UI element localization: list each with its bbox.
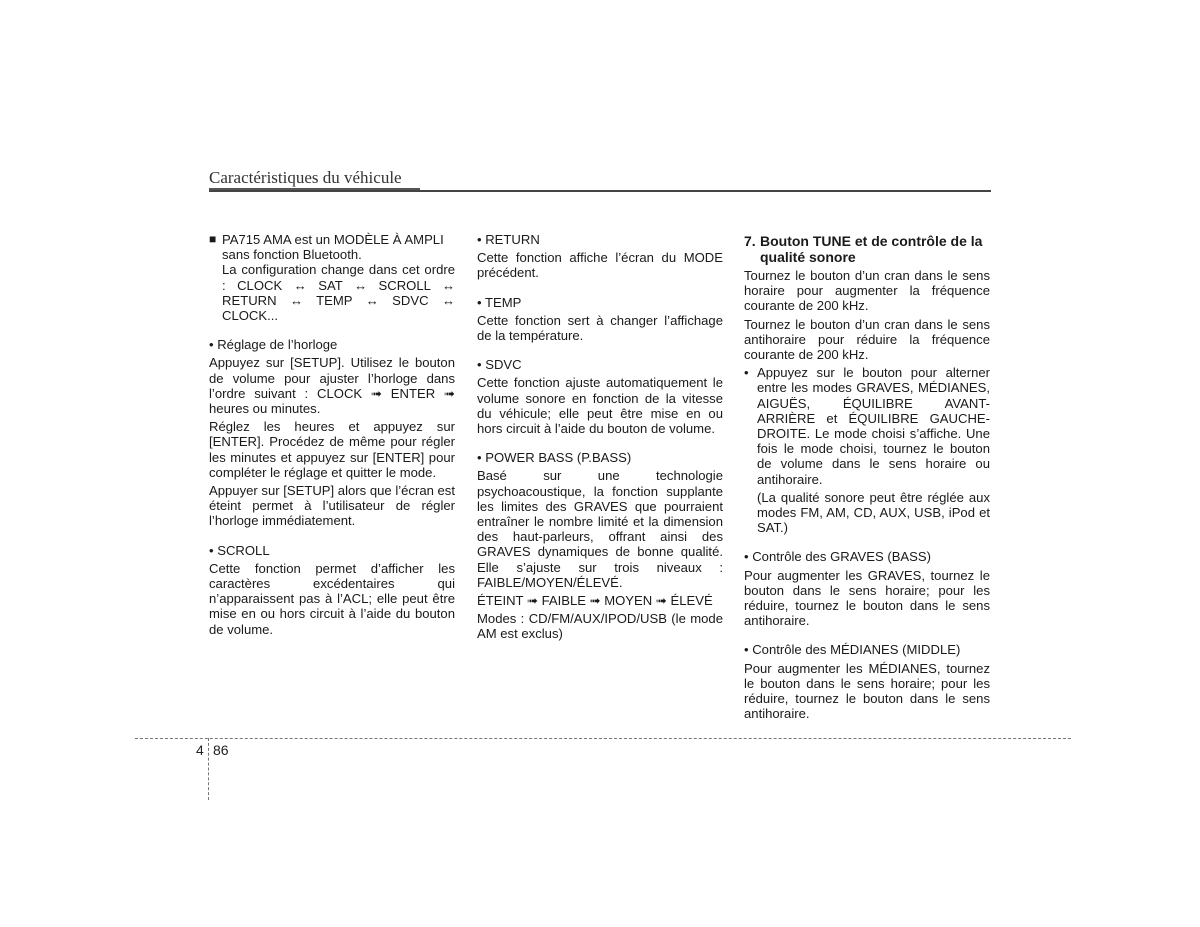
scroll-heading: • SCROLL: [209, 542, 270, 558]
power-bass-paragraph-1: Basé sur une technologie psychoacoustique, la fonction supplante les limites des GRAVES que pourraient entraîner le nombre limité et la dimension des haut-parleurs, offrant ainsi des GRAVES dynamiques de bonne qualité. Elle s’ajuste sur trois niveaux : FAIBLE/MOYEN/ÉLEVÉ.: [477, 468, 723, 590]
tune-paragraph-2: Tournez le bouton d’un cran dans le sens antihoraire pour réduire la fréquence courante de 200 kHz.: [744, 316, 990, 363]
temp-heading: • TEMP: [477, 294, 522, 310]
mode-bullet-note: (La qualité sonore peut être réglée aux modes FM, AM, CD, AUX, USB, iPod et SAT.): [757, 489, 990, 536]
return-heading: • RETURN: [477, 232, 540, 247]
bass-paragraph: Pour augmenter les GRAVES, tournez le bouton dans le sens horaire; pour les réduire, tournez le bouton dans le sens antihoraire.: [744, 567, 990, 629]
model-note: [209, 232, 455, 262]
mode-bullet-text: Appuyez sur le bouton pour alterner entre les modes GRAVES, MÉDIANES, AIGUËS, ÉQUILIBRE AVANT-ARRIÈRE et ÉQUILIBRE GAUCHE-DROITE. Le mode choisi s’affiche. Une fois le mode choisi, tournez le bouton de volume dans le sens horaire ou antihoraire.: [757, 365, 990, 487]
column-1: [209, 232, 455, 640]
clock-paragraph-2: Réglez les heures et appuyez sur [ENTER]. Procédez de même pour régler les minutes et appuyez sur [ENTER] pour compléter le réglage et quitter le mode.: [209, 419, 455, 480]
sdvc-paragraph: Cette fonction ajuste automatiquement le volume sonore en fonction de la vitesse du véhicule; elle peut être mise en ou hors circuit à l’aide du bouton de volume.: [477, 375, 723, 437]
bullet-dot: •: [744, 365, 749, 381]
model-note-text: PA715 AMA est un MODÈLE À AMPLI sans fonction Bluetooth.: [222, 232, 444, 263]
page-number: 86: [213, 742, 229, 758]
column-2: [477, 232, 723, 645]
column-3: [744, 233, 990, 724]
middle-heading: • Contrôle des MÉDIANES (MIDDLE): [744, 642, 961, 658]
sdvc-heading: • SDVC: [477, 357, 522, 373]
footer-vertical-dashed-rule: [208, 738, 209, 800]
clock-paragraph-1: Appuyez sur [SETUP]. Utilisez le bouton de volume pour ajuster l’horloge dans l’ordre suivant : CLOCK ➟ ENTER ➟ heures ou minutes.: [209, 355, 455, 417]
clock-heading: • Réglage de l’horloge: [209, 337, 338, 353]
return-paragraph: Cette fonction affiche l’écran du MODE précédent.: [477, 250, 723, 281]
square-bullet-icon: ■: [209, 232, 217, 246]
tune-paragraph-1: Tournez le bouton d’un cran dans le sens horaire pour augmenter la fréquence courante de 200 kHz.: [744, 268, 990, 314]
bass-heading: • Contrôle des GRAVES (BASS): [744, 549, 931, 565]
power-bass-heading: • POWER BASS (P.BASS): [477, 450, 632, 466]
middle-paragraph: Pour augmenter les MÉDIANES, tournez le bouton dans le sens horaire; pour les réduire, tournez le bouton dans le sens antihoraire.: [744, 660, 990, 722]
footer-dashed-rule: [135, 738, 1071, 739]
power-bass-levels: ÉTEINT ➟ FAIBLE ➟ MOYEN ➟ ÉLEVÉ: [477, 593, 713, 609]
chapter-number: 4: [196, 742, 204, 758]
scroll-paragraph: Cette fonction permet d’afficher les caractères excédentaires qui n’apparaissent pas à l’ACL; elle peut être mise en ou hors circuit à l’aide du bouton de volume.: [209, 560, 455, 637]
clock-paragraph-3: Appuyer sur [SETUP] alors que l’écran est éteint permet à l’utilisateur de régler l’horloge immédiatement.: [209, 483, 455, 529]
temp-paragraph: Cette fonction sert à changer l’affichage de la température.: [477, 312, 723, 344]
header-rule: [209, 190, 991, 192]
power-bass-modes: Modes : CD/FM/AUX/IPOD/USB (le mode AM est exclus): [477, 611, 723, 642]
page-header-title: Caractéristiques du véhicule: [209, 168, 402, 187]
section-title-text: Bouton TUNE et de contrôle de la qualité sonore: [760, 233, 983, 265]
mode-bullet: [744, 365, 990, 487]
section-title: [744, 233, 990, 265]
section-number: 7.: [744, 233, 756, 249]
config-order-text: La configuration change dans cet ordre : CLOCK ↔ SAT ↔ SCROLL ↔ RETURN ↔ TEMP ↔ SDVC ↔ CLOCK...: [222, 262, 455, 324]
